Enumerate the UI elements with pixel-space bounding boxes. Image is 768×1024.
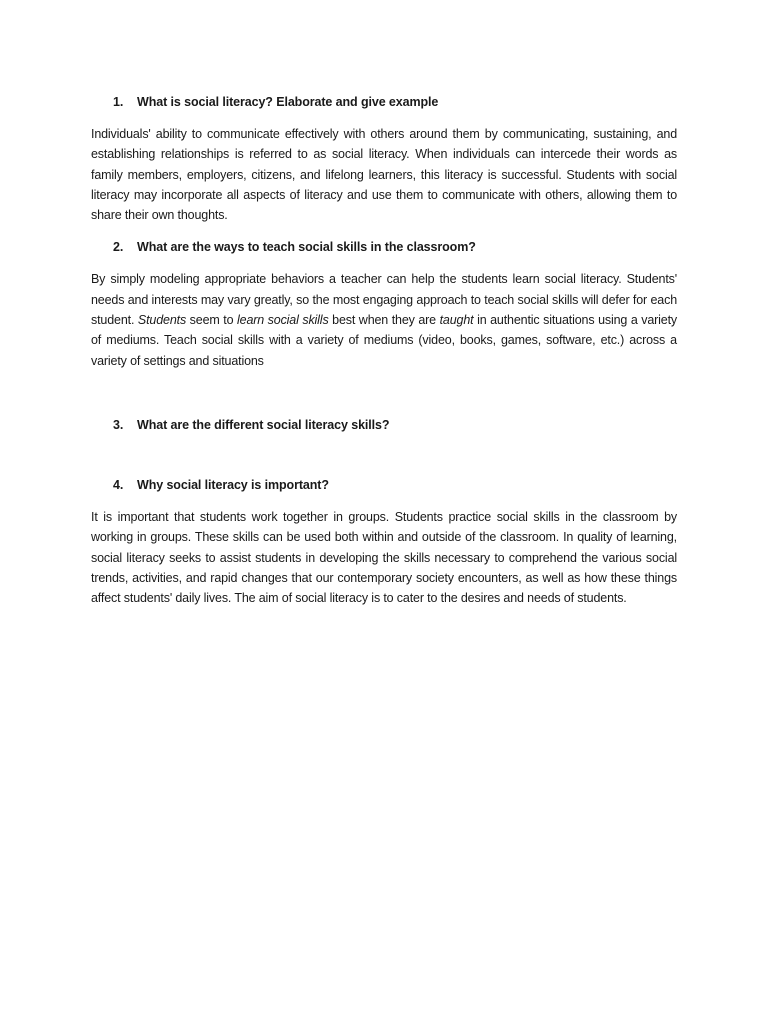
answer-text: best when they are bbox=[328, 313, 440, 328]
answer-paragraph: Individuals' ability to communicate effectively with others around them by communicating, sustaining, and establishing relationships is referred to as social literacy. When individuals can intercede their words as family members, employers, citizens, and lifelong learners, this literacy is successful. Students with social literacy may incorporate all aspects of literacy and use them to communicate with others, allowing them to share their own thoughts. bbox=[91, 127, 677, 223]
question-heading bbox=[113, 475, 677, 495]
question-number: 2. bbox=[113, 240, 124, 255]
answer-paragraph: It is important that students work together in groups. Students practice social skills in the classroom by working in groups. These skills can be used both within and outside of the classroom. In quality of learning, social literacy seeks to assist students in developing the skills necessary to comprehend the various social trends, activities, and rapid changes that our contemporary society encounters, as well as how these things affect students' daily lives. The aim of social literacy is to cater to the desires and needs of students. bbox=[91, 509, 677, 606]
question-text: What is social literacy? Elaborate and give example bbox=[137, 95, 439, 109]
question-number: 1. bbox=[113, 95, 124, 109]
answer-emphasis: learn social skills bbox=[237, 313, 329, 328]
question-heading bbox=[113, 237, 677, 257]
question-heading bbox=[113, 415, 677, 435]
question-text: Why social literacy is important? bbox=[137, 477, 329, 492]
answer-emphasis: Students bbox=[137, 313, 187, 328]
answer-text: By simply modeling appropriate behaviors a teacher can help the students learn social literacy. Students' needs and interests may vary greatly, so the most engaging approach to teach social skills will defer for each student. bbox=[91, 272, 677, 328]
answer-text: seem to bbox=[186, 313, 238, 328]
question-number: 4. bbox=[113, 477, 124, 492]
answer-paragraph bbox=[91, 269, 677, 370]
document-page bbox=[91, 92, 677, 608]
answer-emphasis: taught bbox=[439, 313, 474, 328]
question-text: What are the different social literacy skills? bbox=[137, 417, 390, 432]
answer-text: in authentic situations using a variety of mediums. Teach social skills with a variety of mediums (video, books, games, software, etc.) across a variety of settings and situations bbox=[91, 313, 678, 368]
question-heading bbox=[113, 92, 677, 112]
question-number: 3. bbox=[113, 417, 124, 432]
question-text: What are the ways to teach social skills in the classroom? bbox=[137, 240, 476, 255]
